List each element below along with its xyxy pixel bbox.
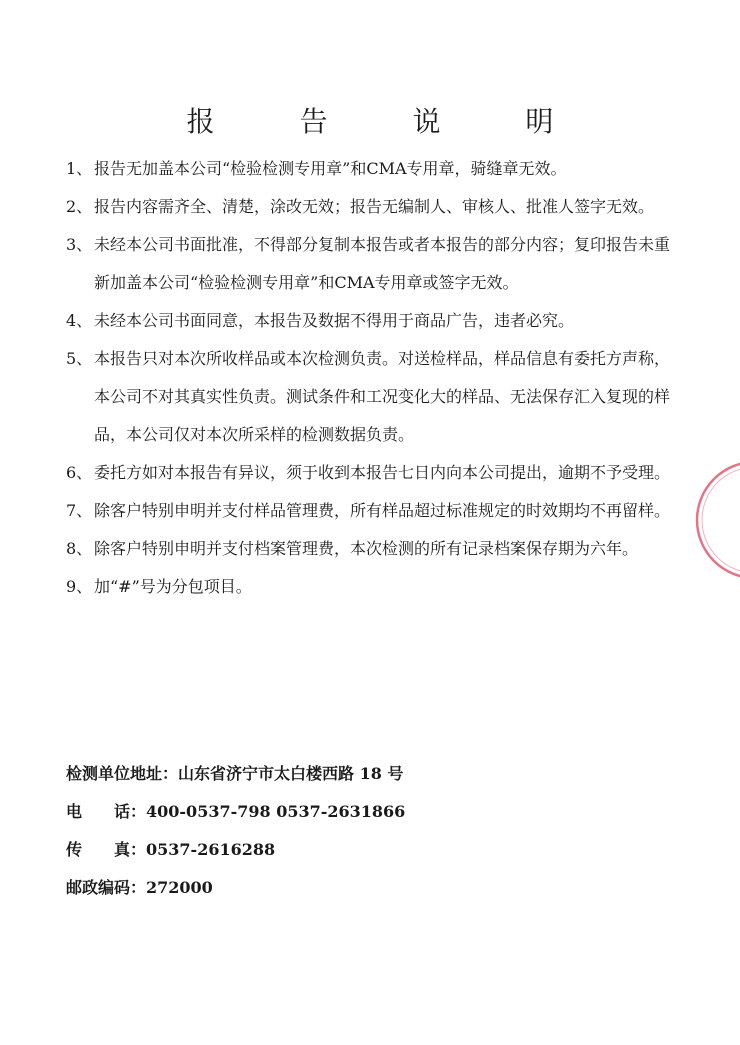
address-row <box>66 755 686 793</box>
page-title: 报 告 说 明 <box>186 105 592 138</box>
fax-label: 传 真： <box>66 840 147 859</box>
note-item <box>66 568 681 606</box>
postcode-row <box>66 869 686 907</box>
note-number: 5、 <box>66 349 93 368</box>
note-text: 未经本公司书面同意，本报告及数据不得用于商品广告，违者必究。 <box>94 311 575 330</box>
note-item <box>66 188 681 226</box>
contact-info <box>66 755 686 907</box>
address-value: 山东省济宁市太白楼西路 18 号 <box>178 764 404 783</box>
note-number: 3、 <box>66 235 93 254</box>
note-item <box>66 302 681 340</box>
note-item <box>66 530 681 568</box>
note-text: 除客户特别申明并支付档案管理费，本次检测的所有记录档案保存期为六年。 <box>94 539 639 558</box>
phone-label: 电 话： <box>66 802 147 821</box>
note-item <box>66 150 681 188</box>
note-number: 7、 <box>66 501 93 520</box>
phone-value: 400-0537-798 0537-2631866 <box>146 802 406 821</box>
note-number: 6、 <box>66 463 93 482</box>
note-text: 本报告只对本次所收样品或本次检测负责。对送检样品，样品信息有委托方声称，本公司不对其真实性负责。测试条件和工况变化大的样品、无法保存汇入复现的样品，本公司仅对本次所采样的检测数据负责。 <box>94 349 671 444</box>
note-text: 加“#”号为分包项目。 <box>94 577 252 596</box>
notes-list <box>66 150 681 606</box>
note-item <box>66 492 681 530</box>
phone-row <box>66 793 686 831</box>
note-number: 4、 <box>66 311 93 330</box>
note-number: 8、 <box>66 539 93 558</box>
note-text: 报告内容需齐全、清楚，涂改无效；报告无编制人、审核人、批准人签字无效。 <box>94 197 655 216</box>
note-item <box>66 340 681 454</box>
note-text: 报告无加盖本公司“检验检测专用章”和CMA专用章，骑缝章无效。 <box>94 159 567 178</box>
note-text: 除客户特别申明并支付样品管理费，所有样品超过标准规定的时效期均不再留样。 <box>94 501 671 520</box>
fax-value: 0537-2616288 <box>146 840 276 859</box>
company-seal <box>695 455 740 585</box>
note-number: 2、 <box>66 197 93 216</box>
note-text: 未经本公司书面批准，不得部分复制本报告或者本报告的部分内容；复印报告未重新加盖本公司“检验检测专用章”和CMA专用章或签字无效。 <box>94 235 671 292</box>
postcode-value: 272000 <box>146 878 213 897</box>
note-item <box>66 226 681 302</box>
address-label: 检测单位地址： <box>66 764 179 783</box>
fax-row <box>66 831 686 869</box>
note-number: 9、 <box>66 577 93 596</box>
note-item <box>66 454 681 492</box>
postcode-label: 邮政编码： <box>66 878 147 897</box>
note-text: 委托方如对本报告有异议，须于收到本报告七日内向本公司提出，逾期不予受理。 <box>94 463 671 482</box>
note-number: 1、 <box>66 159 93 178</box>
